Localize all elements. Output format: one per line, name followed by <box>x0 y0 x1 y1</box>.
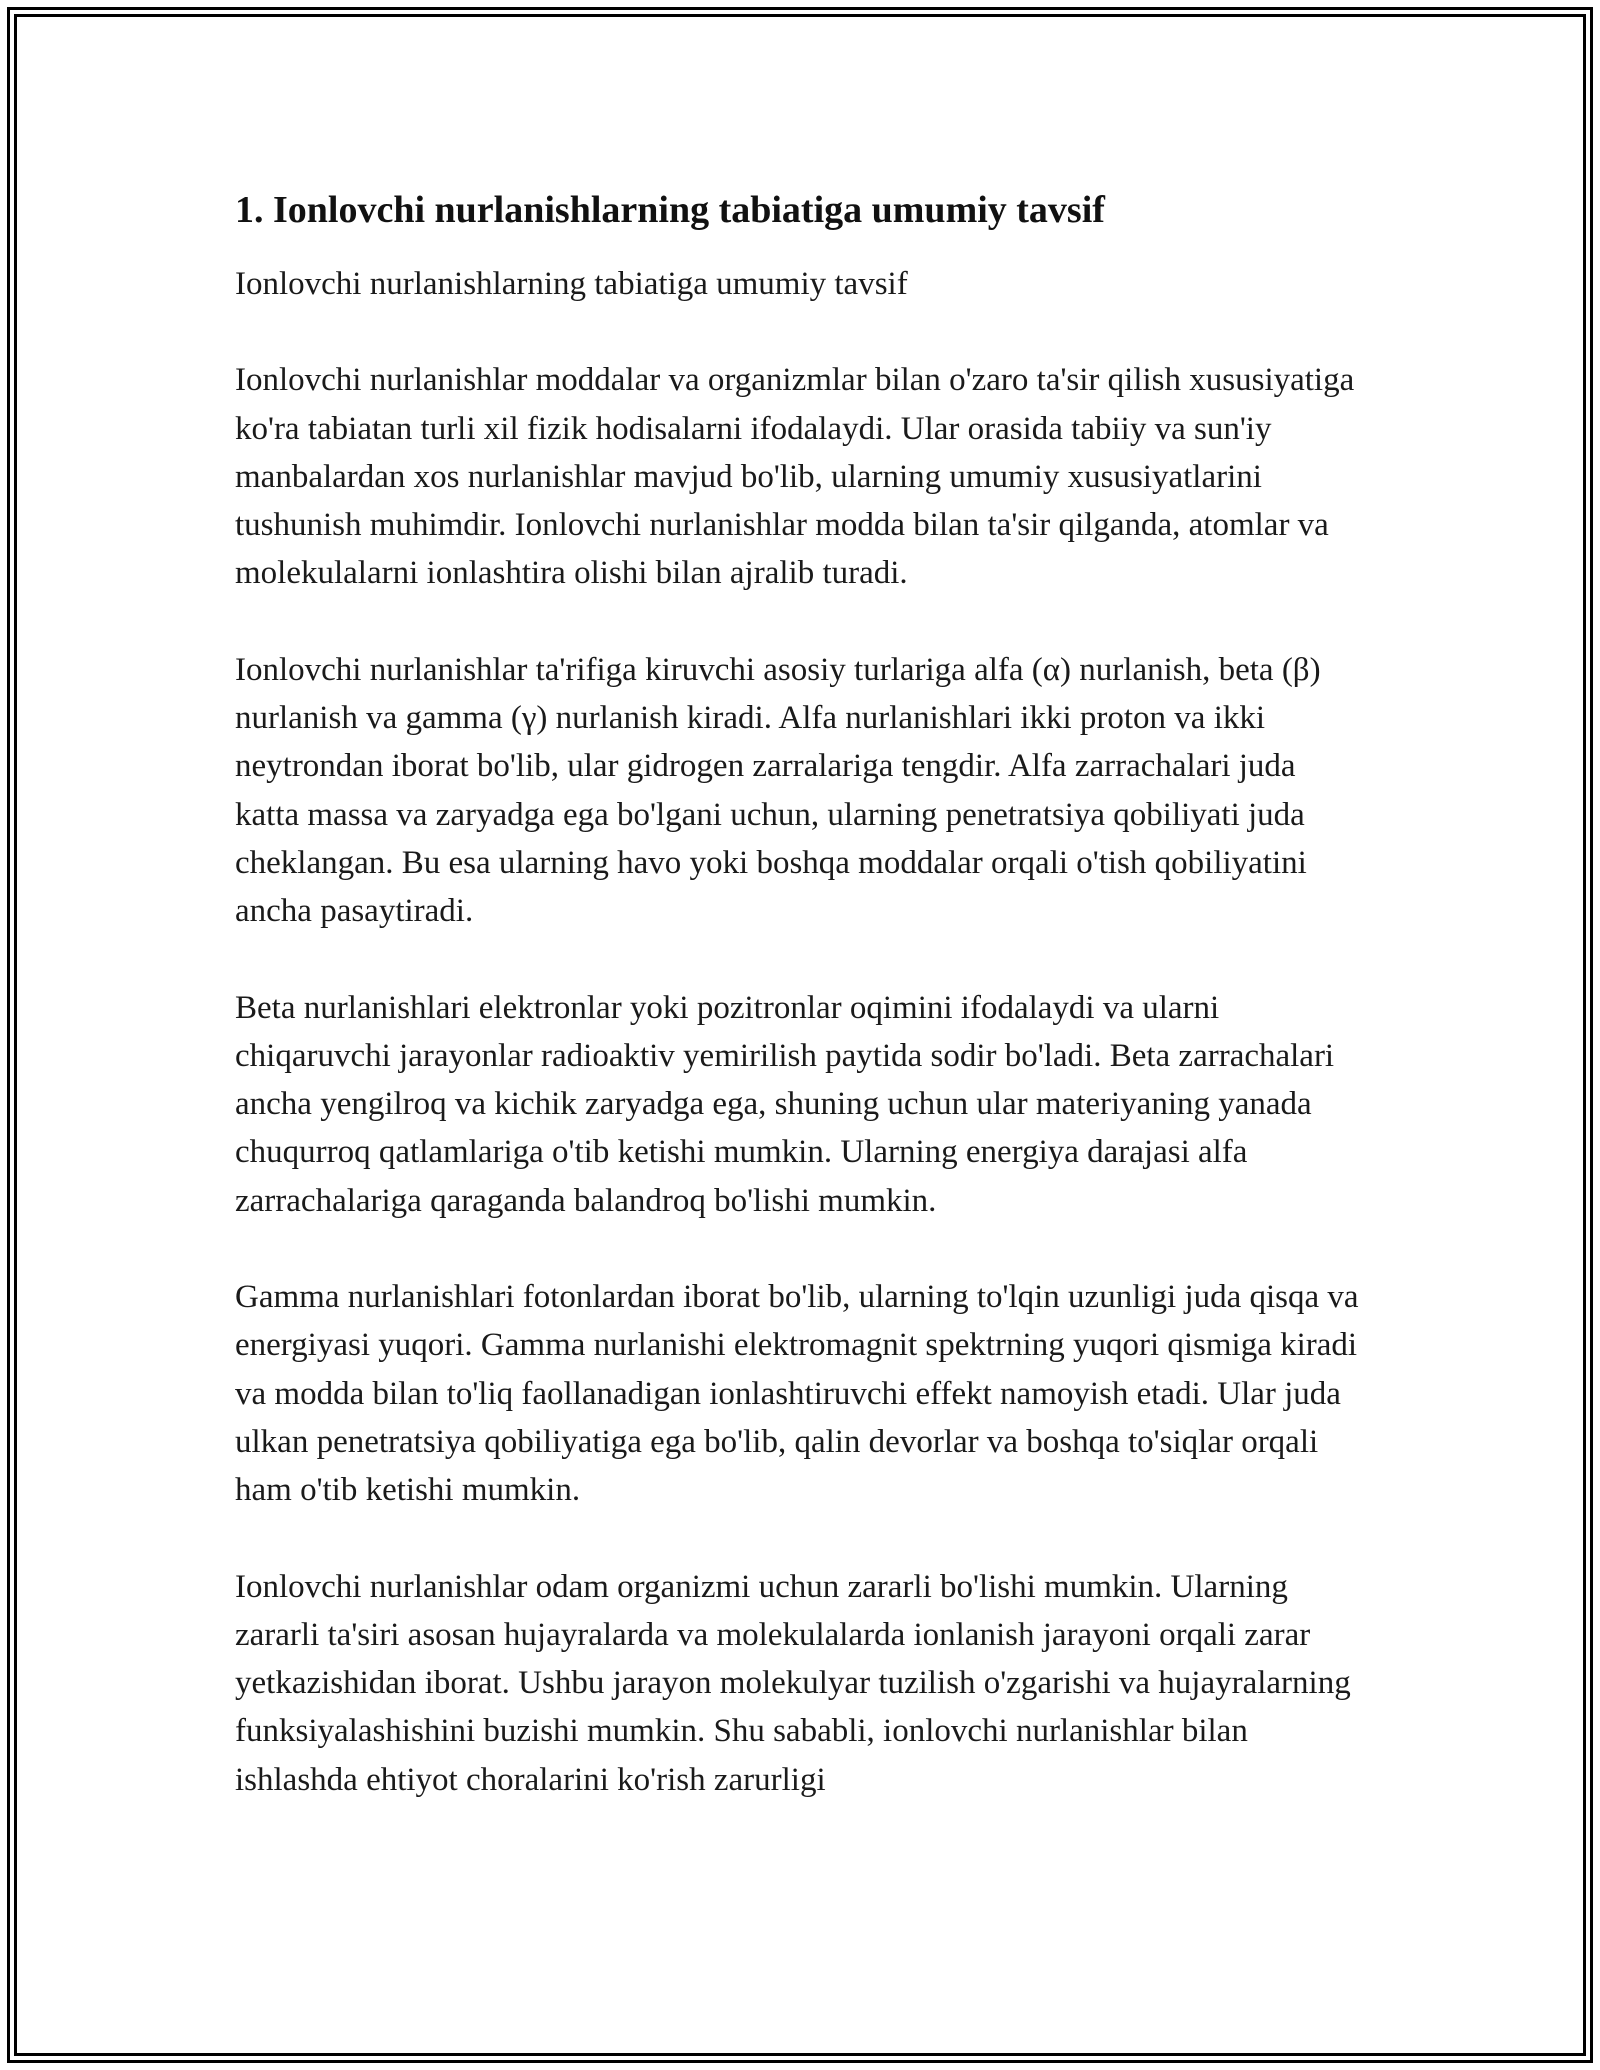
section-subtitle: Ionlovchi nurlanishlarning tabiatiga umumiy tavsif <box>235 266 908 302</box>
paragraph-beta: Beta nurlanishlari elektronlar yoki pozitronlar oqimini ifodalaydi va ularni chiqaruvchi jarayonlar radioaktiv yemirilish paytida sodir bo'ladi. Beta zarrachalari ancha yengilroq va kichik zaryadga ega, shuning uchun ular materiyaning yanada chuqurroq qatlamlariga o'tib ketishi mumkin. Ularning energiya darajasi alfa zarrachalariga qaraganda balandroq bo'lishi mumkin. <box>235 989 1335 1219</box>
paragraph-gamma: Gamma nurlanishlari fotonlardan iborat bo'lib, ularning to'lqin uzunligi juda qisqa va energiyasi yuqori. Gamma nurlanishi elektromagnit spektrning yuqori qismiga kiradi va modda bilan to'liq faollanadigan ionlashtiruvchi effekt namoyish etadi. Ular juda ulkan penetratsiya qobiliyatiga ega bo'lib, qalin devorlar va boshqa to'siqlar orqali ham o'tib ketishi mumkin. <box>235 1279 1359 1509</box>
document-body <box>235 186 1365 1852</box>
paragraph-health-effects: Ionlovchi nurlanishlar odam organizmi uchun zararli bo'lishi mumkin. Ularning zararli ta'siri asosan hujayralarda va molekulalarda ionlanish jarayoni orqali zarar yetkazishidan iborat. Ushbu jarayon molekulyar tuzilish o'zgarishi va hujayralarning funksiyalashishini buzishi mumkin. Shu sababli, ionlovchi nurlanishlar bilan ishlashda ehtiyot choralarini ko'rish zarurligi <box>235 1568 1351 1798</box>
section-heading: 1. Ionlovchi nurlanishlarning tabiatiga umumiy tavsif <box>235 189 1105 231</box>
paragraph-alpha: Ionlovchi nurlanishlar ta'rifiga kiruvchi asosiy turlariga alfa (α) nurlanish, beta (β) nurlanish va gamma (γ) nurlanish kiradi. Alfa nurlanishlari ikki proton va ikki neytrondan iborat bo'lib, ular gidrogen zarralariga tengdir. Alfa zarrachalari juda katta massa va zaryadga ega bo'lgani uchun, ularning penetratsiya qobiliyati juda cheklangan. Bu esa ularning havo yoki boshqa moddalar orqali o'tish qobiliyatini ancha pasaytiradi. <box>235 651 1321 930</box>
paragraph-intro: Ionlovchi nurlanishlar moddalar va organizmlar bilan o'zaro ta'sir qilish xususiyatiga ko'ra tabiatan turli xil fizik hodisalarni ifodalaydi. Ular orasida tabiiy va sun'iy manbalardan xos nurlanishlar mavjud bo'lib, ularning umumiy xususiyatlarini tushunish muhimdir. Ionlovchi nurlanishlar modda bilan ta'sir qilganda, atomlar va molekulalarni ionlashtira olishi bilan ajralib turadi. <box>235 362 1355 592</box>
